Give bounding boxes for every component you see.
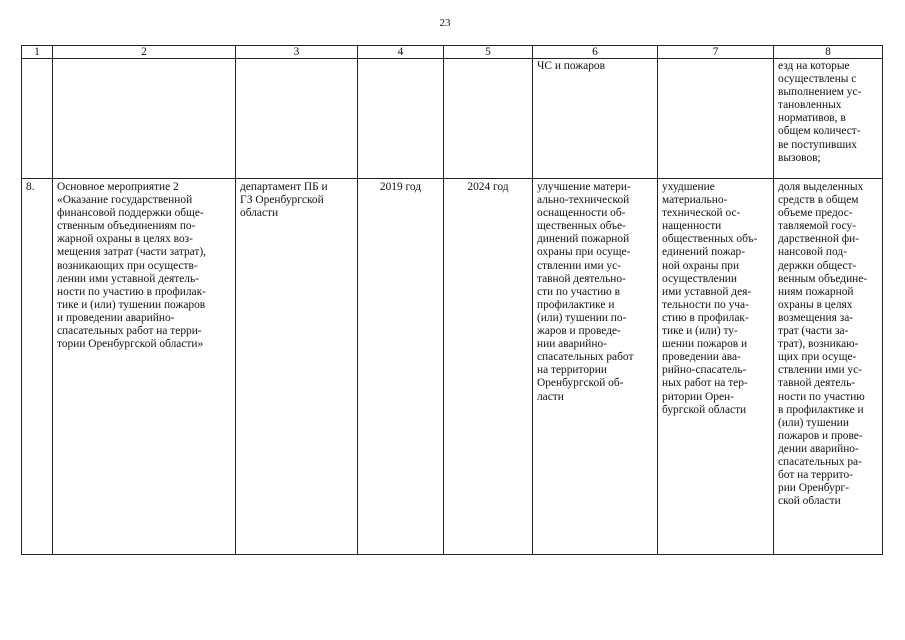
cell-text-line: на территории	[537, 364, 607, 377]
cell-text-line: технической ос-	[662, 207, 741, 220]
cell-text-line: (или) тушении	[778, 416, 849, 429]
cell-text-line: жарной охраны в целях воз-	[57, 233, 193, 246]
cell-text-line: спасательных работ на терри-	[57, 325, 202, 338]
column-header: 1	[22, 46, 53, 59]
cell-text-line: средств в общем	[778, 194, 859, 207]
program-activities-table	[21, 45, 883, 555]
cell-expected-result	[533, 179, 658, 555]
cell-text-line: выполнением ус-	[778, 86, 862, 99]
cell-text-line: профилактике и	[537, 298, 615, 311]
cell-text-line: нансовой под-	[778, 246, 847, 259]
cell-text-line: ЧС и пожаров	[537, 60, 605, 72]
cell-text-line: стию в профилак-	[662, 311, 749, 324]
cell-text-line: ГЗ Оренбургской	[240, 194, 324, 207]
cell-empty	[658, 59, 774, 179]
cell-text-line: спасательных работ	[537, 351, 634, 364]
cell-text-line: пожаров и прове-	[778, 429, 863, 442]
cell-text-line: бургской области	[662, 403, 747, 416]
cell-empty	[444, 59, 533, 179]
cell-text-line: области	[240, 207, 279, 220]
cell-text-line: трат), возникаю-	[778, 338, 859, 351]
cell-text-line: проведении ава-	[662, 351, 741, 364]
cell-text-line: ве поступивших	[778, 138, 858, 151]
cell-text-line: Основное мероприятие 2	[57, 181, 179, 193]
cell-text-line: оснащенности об-	[537, 207, 626, 220]
cell-start-year: 2019 год	[358, 179, 444, 555]
cell-text-line: ской области	[778, 495, 841, 508]
cell-text-line: трат (части за-	[778, 325, 849, 338]
cell-text-line: департамент ПБ и	[240, 181, 328, 193]
cell-text-line: ласти	[537, 390, 564, 403]
cell-text-line: тории Оренбургской области»	[57, 338, 204, 351]
cell-text-line: доля выделенных	[778, 181, 864, 193]
cell-text-line: держки общест-	[778, 259, 857, 272]
cell-text-line: дении аварийно-	[778, 442, 859, 455]
cell-empty	[53, 59, 236, 179]
cell-empty	[22, 59, 53, 179]
row-number: 8.	[22, 179, 53, 555]
cell-consequences	[658, 179, 774, 555]
cell-text-line: тике и (или) ту-	[662, 325, 738, 338]
cell-text-line: дарственной фи-	[778, 233, 860, 246]
cell-text-line: тавной деятель-	[778, 377, 856, 390]
cell-text-line: динений пожарной	[537, 233, 630, 246]
cell-end-year: 2024 год	[444, 179, 533, 555]
cell-text-line: финансовой поддержки обще-	[57, 207, 204, 220]
cell-text-line: щественных объе-	[537, 220, 626, 233]
continuation-row	[22, 59, 883, 179]
cell-text-line: общественных объ-	[662, 233, 758, 246]
cell-text-line: лении ими уставной деятель-	[57, 272, 199, 285]
cell-text-line: тавной деятельно-	[537, 272, 626, 285]
cell-empty	[236, 59, 358, 179]
cell-text-line: бот на террито-	[778, 469, 854, 482]
cell-indicator-continuation	[774, 59, 883, 179]
cell-text-line: тике и (или) тушении пожаров	[57, 298, 206, 311]
cell-text-line: тельности по уча-	[662, 298, 749, 311]
cell-text-line: объеме предос-	[778, 207, 853, 220]
cell-text-line: тавляемой госу-	[778, 220, 856, 233]
cell-text-line: рийно-спасатель-	[662, 364, 747, 377]
cell-text-line: сти по участию в	[537, 285, 620, 298]
cell-text-line: ритории Орен-	[662, 390, 734, 403]
cell-executor	[236, 179, 358, 555]
cell-text-line: (или) тушении по-	[537, 311, 627, 324]
cell-text-line: спасательных ра-	[778, 455, 862, 468]
cell-text-line: общем количест-	[778, 125, 861, 138]
cell-text-line: шении пожаров и	[662, 338, 748, 351]
cell-text-line: Оренбургской об-	[537, 377, 624, 390]
cell-text-line: щих при осуще-	[778, 351, 857, 364]
cell-text-line: ствлении ими ус-	[537, 259, 621, 272]
column-header: 5	[444, 46, 533, 59]
cell-activity-name	[53, 179, 236, 555]
cell-text-line: в профилактике и	[778, 403, 864, 416]
column-number-row	[22, 46, 883, 59]
cell-text-line: жаров и проведе-	[537, 325, 621, 338]
cell-text-line: тановленных	[778, 99, 842, 112]
cell-text-line: охраны при осуще-	[537, 246, 631, 259]
cell-empty	[358, 59, 444, 179]
cell-text-line: возникающих при осуществ-	[57, 259, 198, 272]
cell-text-line: и проведении аварийно-	[57, 311, 175, 324]
cell-text-line: ствлении ими ус-	[778, 364, 862, 377]
cell-text-line: ухудшение	[662, 181, 715, 193]
cell-text-line: улучшение матери-	[537, 181, 631, 193]
cell-text-line: ально-технической	[537, 194, 630, 207]
cell-text-line: материально-	[662, 194, 728, 207]
cell-text-line: вызовов;	[778, 151, 821, 164]
cell-text-line: ими уставной дея-	[662, 285, 752, 298]
cell-text-line: ности по участию в профилак-	[57, 285, 206, 298]
cell-text-line: нии аварийно-	[537, 338, 607, 351]
cell-text-line: ниям пожарной	[778, 285, 854, 298]
cell-text-line: ной охраны при	[662, 259, 740, 272]
cell-text-line: нащенности	[662, 220, 722, 233]
cell-text-line: венным объедине-	[778, 272, 868, 285]
column-header: 2	[53, 46, 236, 59]
cell-result-continuation	[533, 59, 658, 179]
cell-text-line: мещения затрат (части затрат),	[57, 246, 207, 259]
cell-text-line: единений пожар-	[662, 246, 746, 259]
cell-text-line: рии Оренбург-	[778, 482, 850, 495]
cell-text-line: осуществлены с	[778, 73, 857, 86]
cell-text-line: возмещения за-	[778, 311, 854, 324]
cell-text-line: ных работ на тер-	[662, 377, 748, 390]
cell-text-line: езд на которые	[778, 60, 850, 72]
cell-text-line: ности по участию	[778, 390, 865, 403]
cell-text-line: ственным объединениям по-	[57, 220, 196, 233]
cell-indicator	[774, 179, 883, 555]
cell-text-line: нормативов, в	[778, 112, 846, 125]
column-header: 6	[533, 46, 658, 59]
page-number: 23	[439, 17, 451, 29]
column-header: 8	[774, 46, 883, 59]
table-row	[22, 179, 883, 555]
column-header: 7	[658, 46, 774, 59]
column-header: 4	[358, 46, 444, 59]
cell-text-line: охраны в целях	[778, 298, 853, 311]
column-header: 3	[236, 46, 358, 59]
cell-text-line: «Оказание государственной	[57, 194, 193, 207]
cell-text-line: осуществлении	[662, 272, 737, 285]
